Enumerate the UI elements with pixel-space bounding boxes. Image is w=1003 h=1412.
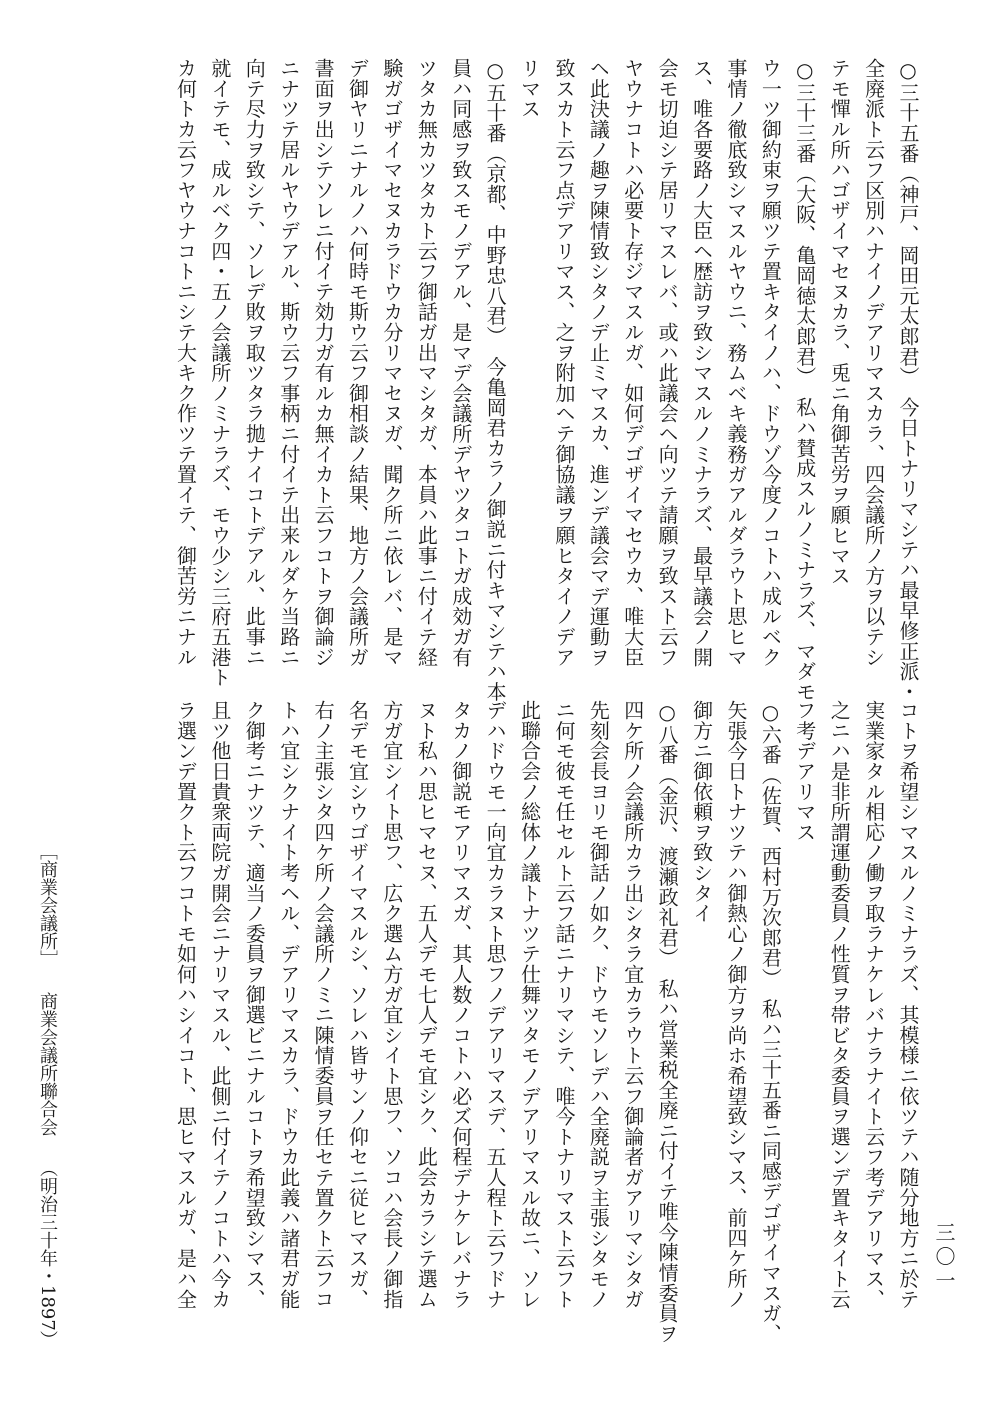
text-column: ○三十三番（大阪、亀岡徳太郎君） 私ハ賛成スルノミナラズ、マダモ bbox=[792, 58, 817, 702]
header-date: （明治三十年・1897） bbox=[37, 1159, 58, 1350]
page-number: 三〇一 bbox=[932, 1222, 956, 1294]
text-column: 之ニハ是非所謂運動委員ノ性質ヲ帯ビタ委員ヲ選ンデ置キタイト云 bbox=[827, 700, 852, 1309]
text-column: ○八番（金沢、渡瀬政礼君） 私ハ営業税全廃ニ付イテ唯今陳情委員ヲ bbox=[655, 700, 680, 1344]
text-column: 致スカト云フ点デアリマス、之ヲ附加ヘテ御協議ヲ願ヒタイノデア bbox=[551, 58, 576, 667]
text-column: ツタカ無カツタカト云フ御話ガ出マシタガ、本員ハ此事ニ付イテ経 bbox=[414, 58, 439, 667]
upper-text-block bbox=[168, 58, 925, 702]
text-column: デ御ヤリニナルノハ何時モ斯ウ云フ御相談ノ結果、地方ノ会議所ガ bbox=[345, 58, 370, 667]
text-column: タカノ御説モアリマスガ、其人数ノコトハ必ズ何程デナケレバナラ bbox=[448, 700, 473, 1309]
text-column: ○五十番（京都、中野忠八君） 今亀岡君カラノ御説ニ付キマシテハ本 bbox=[483, 58, 508, 702]
text-column: 此聯合会ノ総体ノ議トナツテ仕舞ツタモノデアリマスル故ニ、ソレ bbox=[517, 700, 542, 1309]
text-column: 且ツ他日貴衆両院ガ開会ニナリマスル、此側ニ付イテノコトハ今カ bbox=[207, 700, 232, 1309]
text-column: デハドウモ一向宜カラヌト思フノデアリマスデ、五人程ト云フドナ bbox=[483, 700, 508, 1309]
header-title: 商業会議所聯合会 bbox=[37, 991, 58, 1136]
text-column: ニ何モ彼モ任セルト云フ話ニナリマシテ、唯今トナリマスト云フト bbox=[551, 700, 576, 1309]
text-column: ラ選ンデ置クト云フコトモ如何ハシイコト、思ヒマスルガ、是ハ全 bbox=[173, 700, 198, 1309]
text-column: 向テ尽力ヲ致シテ、ソレデ敗ヲ取ツタラ拋ナイコトデアル、此事ニ bbox=[242, 58, 267, 667]
text-column: 書面ヲ出シテソレニ付イテ効力ガ有ルカ無イカト云フコトヲ御論ジ bbox=[311, 58, 336, 667]
text-column: コトヲ希望シマスルノミナラズ、其模様ニ依ツテハ随分地方ニ於テ bbox=[896, 700, 920, 1309]
text-column: 四ケ所ノ会議所カラ出シタラ宜カラウト云フ御論者ガアリマシタガ bbox=[620, 700, 645, 1309]
text-column: 会モ切迫シテ居リマスレバ、或ハ此議会ヘ向ツテ請願ヲ致スト云フ bbox=[655, 58, 680, 667]
text-column: ○三十五番（神戸、岡田元太郎君） 今日トナリマシテハ最早修正派・ bbox=[896, 58, 920, 702]
text-column: 験ガゴザイマセヌカラドウカ分リマセヌガ、聞ク所ニ依レバ、是マ bbox=[379, 58, 404, 667]
text-column: 実業家タル相応ノ働ヲ取ラナケレバナラナイト云フ考デアリマス、 bbox=[861, 700, 886, 1309]
running-header bbox=[36, 842, 58, 1362]
text-column: 矢張今日トナツテハ御熱心ノ御方ヲ尚ホ希望致シマス、前四ケ所ノ bbox=[723, 700, 748, 1309]
text-column: 方ガ宜シイト思フ、広ク選ム方ガ宜シイト思フ、ソコハ会長ノ御指 bbox=[379, 700, 404, 1309]
text-column: ウ一ツ御約束ヲ願ツテ置キタイノハ、ドウゾ今度ノコトハ成ルベク bbox=[758, 58, 783, 667]
text-column: 事情ノ徹底致シマスルヤウニ、務ムベキ義務ガアルダラウト思ヒマ bbox=[723, 58, 748, 667]
text-column: ニナツテ居ルヤウデアル、斯ウ云フ事柄ニ付イテ出来ルダケ当路ニ bbox=[276, 58, 301, 667]
text-column: ○六番（佐賀、西村万次郎君） 私ハ三十五番ニ同感デゴザイマスガ、 bbox=[758, 700, 783, 1344]
text-column: 御方ニ御依頼ヲ致シタイ bbox=[689, 700, 714, 924]
text-column: テモ憚ル所ハゴザイマセヌカラ、兎ニ角御苦労ヲ願ヒマス bbox=[827, 58, 852, 586]
text-column: ク御考ニナツテ、適当ノ委員ヲ御選ビニナルコトヲ希望致シマス、 bbox=[242, 700, 267, 1309]
text-column: ヌト私ハ思ヒマセヌ、五人デモ七人デモ宜シク、此会カラシテ選ム bbox=[414, 700, 439, 1309]
text-column: カ何トカ云フヤウナコトニシテ大キク作ツテ置イテ、御苦労ニナル bbox=[173, 58, 198, 667]
text-column: ヘ此決議ノ趣ヲ陳情致シタノデ止ミマスカ、進ンデ議会マデ運動ヲ bbox=[586, 58, 611, 667]
text-column: ヤウナコトハ必要ト存ジマスルガ、如何デゴザイマセウカ、唯大臣 bbox=[620, 58, 645, 667]
text-column: 全廃派ト云フ区別ハナイノデアリマスカラ、四会議所ノ方ヲ以テシ bbox=[861, 58, 886, 667]
text-column: トハ宜シクナイト考ヘル、デアリマスカラ、ドウカ此義ハ諸君ガ能 bbox=[276, 700, 301, 1309]
text-column: リマス bbox=[517, 58, 542, 119]
text-column: ス、唯各要路ノ大臣ヘ歴訪ヲ致シマスルノミナラズ、最早議会ノ開 bbox=[689, 58, 714, 667]
text-column: 右ノ主張シタ四ケ所ノ会議所ノミニ陳情委員ヲ任セテ置クト云フコ bbox=[311, 700, 336, 1309]
header-section: ［商業会議所］ bbox=[37, 842, 58, 968]
text-column: 名デモ宜シウゴザイマスルシ、ソレハ皆サンノ仰セニ従ヒマスガ、 bbox=[345, 700, 370, 1309]
text-column: 先刻会長ヨリモ御話ノ如ク、ドウモソレデハ全廃説ヲ主張シタモノ bbox=[586, 700, 611, 1309]
lower-text-block bbox=[168, 700, 925, 1344]
text-column: 就イテモ、成ルベク四・五ノ会議所ノミナラズ、モウ少シ三府五港ト bbox=[207, 58, 232, 688]
text-column: フ考デアリマス bbox=[792, 700, 817, 843]
text-column: 員ハ同感ヲ致スモノデアル、是マデ会議所デヤツタコトガ成効ガ有 bbox=[448, 58, 473, 667]
